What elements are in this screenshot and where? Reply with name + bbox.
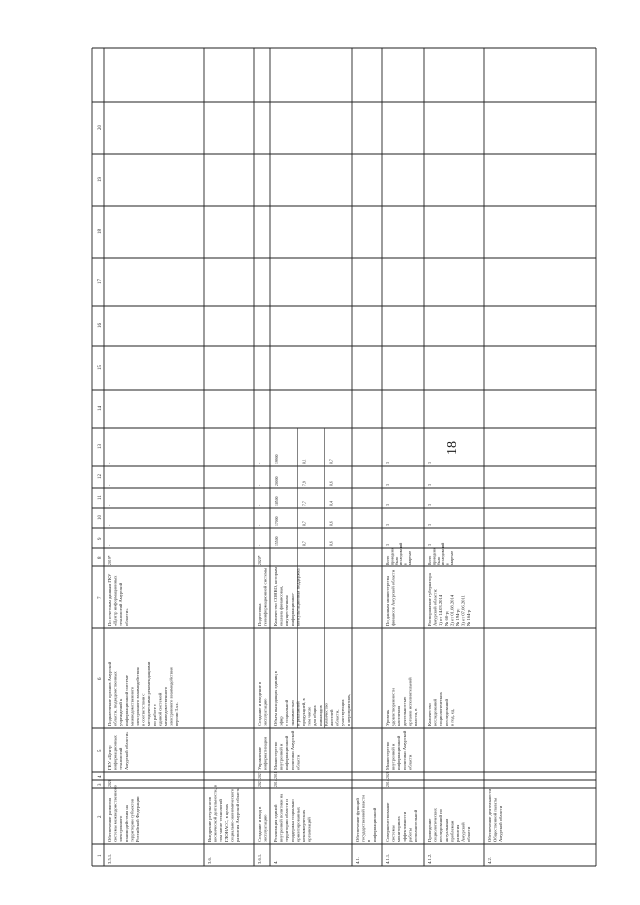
indicator-value: 3 bbox=[428, 544, 432, 546]
row-name: Обеспечение функций bbox=[355, 798, 360, 842]
expected-result: межведомственного bbox=[129, 686, 135, 726]
column-header-9: 9 bbox=[98, 537, 103, 540]
indicator-value: 3 bbox=[428, 504, 432, 506]
indicator-value: 3 bbox=[386, 462, 390, 464]
executor: политики Амурской bbox=[401, 730, 407, 770]
row-number: 4.1.2. bbox=[427, 853, 432, 864]
expected-result: области, подведомственных bbox=[112, 671, 118, 726]
indicator-value: 18500 bbox=[275, 496, 279, 506]
indicator-value: 3 bbox=[386, 504, 390, 506]
indicator-value: 20000 bbox=[275, 476, 279, 486]
expected-result: исследований bbox=[432, 699, 438, 726]
expected-result: органов исполнительной bbox=[407, 677, 413, 726]
row-number: 3.5.1. bbox=[107, 853, 112, 864]
column-header-2: 2 bbox=[98, 815, 103, 818]
indicator-source: области» bbox=[123, 608, 129, 626]
row-name: электронного bbox=[118, 815, 124, 842]
row-name: Амурской bbox=[460, 822, 466, 842]
indicator-source: имущественная bbox=[284, 595, 290, 626]
row-name: Обеспечение развития bbox=[107, 798, 112, 842]
indicator-source: консультационная поддержка bbox=[295, 568, 301, 626]
row-name: ориентированных bbox=[295, 806, 301, 842]
row-name: Общественной палаты bbox=[492, 797, 498, 842]
indicator-value: - bbox=[108, 504, 112, 506]
row-name: системы межведомственного bbox=[112, 785, 118, 842]
column-header-7: 7 bbox=[98, 596, 103, 599]
base-note: исследований bbox=[441, 542, 446, 565]
column-header-14: 14 bbox=[98, 406, 103, 411]
expected-result: Создание и введение в bbox=[257, 681, 262, 726]
expected-result: жителей bbox=[329, 709, 334, 726]
row-number: 4.2. bbox=[487, 857, 492, 864]
row-name: в bbox=[366, 839, 372, 842]
indicator-value: 7,9 bbox=[302, 481, 307, 486]
indicator-value: - bbox=[108, 484, 112, 486]
expected-result: исследований bbox=[443, 699, 449, 726]
indicator-value: 3 bbox=[386, 524, 390, 526]
indicator-source: геоинформационной системы bbox=[262, 567, 268, 626]
base-value: 2020* bbox=[258, 555, 262, 565]
expected-result: с социальной bbox=[284, 699, 290, 726]
expected-result: в год, ед. bbox=[449, 708, 455, 726]
year-from: 2014 bbox=[386, 779, 390, 787]
year-to: 2018 bbox=[274, 771, 278, 779]
base-note: в bbox=[403, 563, 408, 565]
expected-result: значимостью bbox=[289, 700, 295, 726]
row-name: работы bbox=[407, 827, 413, 842]
expected-result: эксплуатацию bbox=[262, 698, 268, 726]
rotated-table bbox=[92, 48, 596, 866]
indicator-value: 19900 bbox=[275, 454, 279, 464]
row-number: 4. bbox=[273, 860, 278, 864]
indicator-source: Распоряжение губернатора bbox=[427, 573, 432, 626]
base-note: Всего bbox=[428, 555, 432, 565]
row-name: территории области и bbox=[284, 799, 290, 842]
base-note: было bbox=[436, 556, 441, 565]
row-name: Обеспечение деятельности bbox=[487, 789, 492, 842]
row-name: проблемам bbox=[449, 820, 455, 842]
row-name: Совершенствование bbox=[385, 802, 390, 842]
executor: технологий bbox=[118, 747, 124, 770]
indicator-value: 8,7 bbox=[329, 459, 334, 464]
row-name: космической деятельности, в bbox=[212, 785, 218, 842]
row-name: государственной власти bbox=[360, 795, 366, 842]
row-name: некоммерческих bbox=[301, 809, 306, 842]
expected-result: том числе bbox=[306, 706, 312, 726]
expected-result: социологических bbox=[438, 692, 444, 726]
row-name: Проведение bbox=[427, 818, 432, 842]
expected-result: по работе с bbox=[151, 703, 157, 726]
row-name: области bbox=[466, 826, 472, 842]
executor: Министерство bbox=[385, 741, 390, 770]
indicator-source: По данным министерства bbox=[385, 575, 390, 626]
column-header-12: 12 bbox=[98, 474, 103, 479]
indicator-value: 8,6 bbox=[329, 521, 334, 526]
base-note: Всего bbox=[386, 555, 390, 565]
expected-result: области, bbox=[334, 709, 340, 726]
column-header-10: 10 bbox=[98, 515, 103, 520]
row-number: 3.6. bbox=[207, 857, 212, 864]
year-from: 2020 bbox=[108, 779, 112, 787]
expected-result: деятельностью bbox=[401, 696, 407, 726]
row-name: Создание и ввод в bbox=[257, 806, 262, 842]
row-name: мониторинга bbox=[396, 816, 402, 842]
indicator-source: Количество СОНКО, которым bbox=[273, 567, 278, 626]
indicator-value: 8,6 bbox=[329, 541, 334, 546]
indicator-source: технологий Амурской bbox=[118, 582, 124, 626]
indicator-value: - bbox=[258, 524, 262, 526]
indicator-source: По отчетным данным ГКУ bbox=[107, 573, 112, 626]
indicator-source: «Центр информационных bbox=[112, 575, 118, 626]
indicator-source: оказана финансовая, bbox=[278, 585, 284, 626]
expected-result: и рекламной bbox=[295, 701, 301, 726]
table-grid bbox=[92, 48, 596, 866]
base-note: в bbox=[445, 563, 450, 565]
executor: Министерство bbox=[273, 741, 278, 770]
indicator-source: 3) от 07.06.2011 bbox=[460, 595, 466, 626]
row-name: внутренней политики на bbox=[278, 793, 284, 842]
indicator-value: 8,7 bbox=[302, 521, 307, 526]
column-header-15: 15 bbox=[98, 365, 103, 370]
row-name: эксплуатацию bbox=[262, 814, 268, 842]
expected-result: населения bbox=[396, 706, 402, 726]
row-name: информационной bbox=[371, 807, 377, 842]
row-name: развития Амурской области bbox=[235, 787, 240, 842]
column-header-5: 5 bbox=[98, 749, 103, 752]
column-header-16: 16 bbox=[98, 323, 103, 328]
expected-result: власти, в bbox=[413, 708, 418, 726]
column-header-20: 20 bbox=[98, 125, 103, 130]
row-number: 4.1.1. bbox=[385, 853, 390, 864]
expected-result: инвалидов bbox=[317, 705, 323, 726]
indicator-source: 2) от 01.08.2014 bbox=[449, 594, 455, 626]
indicator-value: - bbox=[108, 524, 112, 526]
year-from: 2014 bbox=[274, 779, 278, 787]
indicator-source: Амурской области: bbox=[432, 588, 438, 626]
row-name: Российской Федерации bbox=[135, 796, 140, 842]
row-name: социологических bbox=[432, 808, 438, 842]
expected-result: учреждений к bbox=[118, 698, 124, 726]
expected-result: версии 3.хх. bbox=[174, 702, 180, 726]
expected-result: электронного взаимодействия bbox=[168, 667, 174, 726]
indicator-value: 3 bbox=[428, 524, 432, 526]
row-name: развития bbox=[455, 824, 460, 842]
indicator-value: 3 bbox=[428, 462, 432, 464]
indicator-source: Подготовка bbox=[257, 603, 262, 626]
expected-result: в соответствии с bbox=[140, 693, 146, 726]
expected-result: электронного взаимодействия bbox=[135, 667, 140, 726]
executor: Управление bbox=[257, 746, 262, 770]
row-name: ГЛОНАСС, в целях bbox=[223, 803, 229, 842]
row-name: эффективности bbox=[401, 811, 407, 842]
indicator-value: - bbox=[258, 544, 262, 546]
column-header-17: 17 bbox=[98, 279, 103, 284]
row-name: поддержка социально bbox=[289, 799, 295, 842]
expected-result: участвующих bbox=[340, 699, 346, 726]
indicator-source: 1) от 14.03.2014 bbox=[438, 594, 444, 626]
row-name: актуальным bbox=[443, 818, 449, 842]
row-name: Внедрение результатов bbox=[207, 796, 212, 842]
table-body bbox=[92, 48, 596, 866]
row-name: взаимодействия на bbox=[123, 805, 129, 842]
expected-result: в мероприятиях, bbox=[345, 693, 351, 726]
row-name: территории субъектов bbox=[129, 798, 135, 842]
executor: информационных bbox=[112, 735, 118, 770]
executor: информационной bbox=[284, 735, 290, 770]
base-note: было bbox=[394, 556, 399, 565]
indicator-source: № 60-р; bbox=[443, 610, 449, 626]
column-header-18: 18 bbox=[98, 229, 103, 234]
row-number: 4.1. bbox=[355, 857, 360, 864]
expected-result: эфир bbox=[278, 716, 284, 726]
indicator-value: - bbox=[258, 484, 262, 486]
indicator-value: 8,1 bbox=[302, 459, 307, 464]
executor: информатизации bbox=[262, 737, 268, 770]
indicator-value: 3 bbox=[386, 484, 390, 486]
indicator-value: 7,7 bbox=[302, 501, 307, 506]
row-name: социально-экономического bbox=[229, 788, 235, 842]
year-from: 2021 bbox=[258, 779, 262, 787]
executor: области bbox=[295, 754, 301, 770]
row-name: исследований по bbox=[438, 809, 444, 842]
indicator-source: финансов Амурской области bbox=[390, 569, 396, 626]
expected-result: удовлетворенности bbox=[390, 688, 396, 726]
expected-result: информационной системе bbox=[123, 675, 129, 726]
expected-result: Количество bbox=[427, 703, 432, 726]
column-header-19: 19 bbox=[98, 177, 103, 182]
indicator-value: - bbox=[258, 462, 262, 464]
expected-result: единой системой bbox=[157, 692, 163, 726]
indicator-value: 8,6 bbox=[329, 481, 334, 486]
row-name: Амурской области bbox=[498, 805, 504, 842]
expected-result: Количество bbox=[323, 703, 329, 726]
indicator-value: 3 bbox=[428, 484, 432, 486]
base-note: исследований bbox=[399, 542, 404, 565]
column-header-3: 3 bbox=[98, 783, 103, 786]
base-value: 2019* bbox=[108, 555, 112, 565]
executor: ГКУ «Центр bbox=[107, 745, 112, 770]
page-number: 18 bbox=[445, 441, 460, 455]
indicator-value: 15500 bbox=[275, 536, 279, 546]
expected-result: продукцией, в bbox=[301, 698, 306, 726]
executor: внутренней и bbox=[278, 743, 284, 770]
column-header-13: 13 bbox=[98, 444, 103, 449]
base-note: проведено bbox=[390, 548, 395, 565]
expected-result: Подключение органов Амурской bbox=[107, 661, 112, 726]
column-header-8: 8 bbox=[98, 556, 103, 559]
expected-result: Объем выходящих единиц в bbox=[273, 671, 278, 726]
indicator-value: 3 bbox=[386, 544, 390, 546]
row-name: организаций bbox=[306, 817, 312, 842]
indicator-value: 8,4 bbox=[329, 501, 334, 506]
indicator-value: - bbox=[108, 462, 112, 464]
column-header-1: 1 bbox=[98, 854, 103, 857]
column-header-11: 11 bbox=[98, 495, 103, 500]
expected-result: для общих bbox=[312, 705, 318, 726]
base-note: квартале bbox=[408, 550, 412, 565]
indicator-value: - bbox=[258, 504, 262, 506]
base-note: проведено bbox=[432, 548, 437, 565]
expected-result: Уровень bbox=[385, 709, 390, 726]
base-note: квартале bbox=[450, 550, 454, 565]
year-to: 2020 bbox=[386, 771, 390, 779]
executor: политики Амурской bbox=[289, 730, 295, 770]
expected-result: методическими рекомендациями bbox=[146, 661, 152, 726]
column-header-4: 4 bbox=[98, 775, 103, 778]
indicator-source: № 194-р; bbox=[455, 608, 460, 626]
column-header-6: 6 bbox=[98, 677, 103, 680]
executor: информационной bbox=[396, 735, 402, 770]
executor: внутренней и bbox=[390, 743, 396, 770]
executor: области bbox=[407, 754, 413, 770]
indicator-value: 17000 bbox=[275, 516, 279, 526]
indicator-value: 8,7 bbox=[302, 541, 307, 546]
row-name: исполнительной bbox=[413, 809, 418, 842]
indicator-value: - bbox=[108, 544, 112, 546]
year-to: 2021 bbox=[258, 771, 262, 779]
row-number: 3.6.1. bbox=[257, 853, 262, 864]
row-name: Реализация единой bbox=[273, 804, 278, 842]
executor: Амурской области» bbox=[123, 731, 129, 770]
indicator-source: информационно- bbox=[289, 592, 295, 626]
row-name: системы bbox=[390, 825, 396, 842]
row-name: том числе технологий bbox=[218, 799, 224, 842]
indicator-source: № 164-р bbox=[466, 609, 472, 626]
expected-result: межведомственного bbox=[163, 686, 168, 726]
